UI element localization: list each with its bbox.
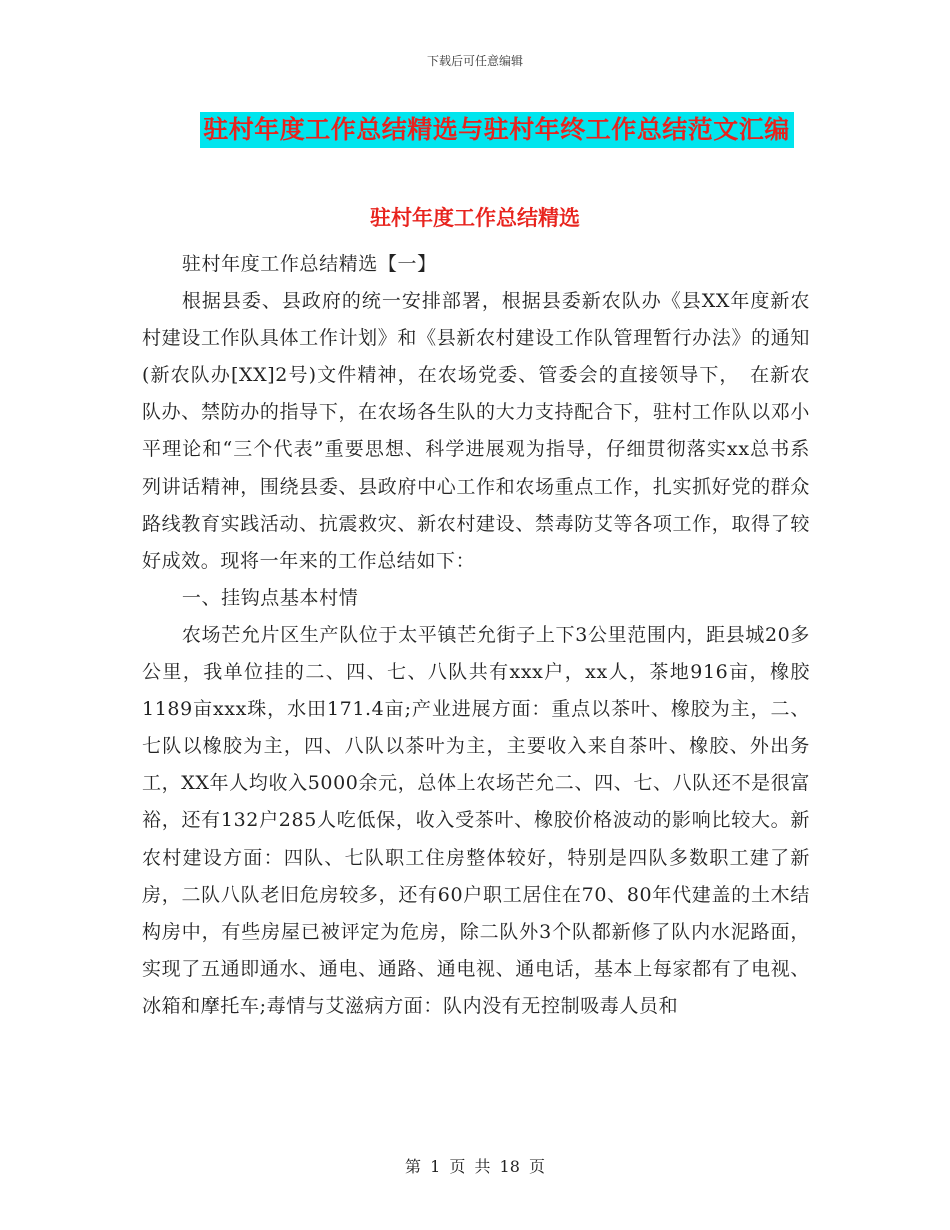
main-title-container bbox=[0, 112, 950, 148]
header-note: 下载后可任意编辑 bbox=[426, 54, 523, 68]
paragraph-heading-one: 驻村年度工作总结精选【一】 bbox=[181, 253, 437, 275]
page-footer: 第 1 页 共 18 页 bbox=[405, 1157, 545, 1176]
paragraph-section-heading: 一、挂钩点基本村情 bbox=[181, 586, 359, 609]
section-title: 驻村年度工作总结精选 bbox=[370, 205, 580, 230]
paragraph-village-info: 农场芒允片区生产队位于太平镇芒允街子上下3公里范围内，距县城20多公里，我单位挂的二、四、七、八队共有xxx户，xx人，茶地916亩，橡胶1189亩xxx珠，水田171.4亩;产业进展方面：重点以茶叶、橡胶为主，二、七队以橡胶为主，四、八队以茶叶为主，主要收入来自茶叶、橡胶、外出务工，XX年人均收入5000余元，总体上农场芒允二、四、七、八队还不是很富裕，还有132户285人吃低保，收入受茶叶、橡胶价格波动的影响比较大。新农村建设方面：四队、七队职工住房整体较好，特别是四队多数职工建了新房，二队八队老旧危房较多，还有60户职工居住在70、80年代建盖的土木结构房中，有些房屋已被评定为危房，除二队外3个队都新修了队内水泥路面，实现了五通即通水、通电、通路、通电视、通电话，基本上每家都有了电视、冰箱和摩托车;毒情与艾滋病方面：队内没有无控制吸毒人员和 bbox=[142, 623, 810, 1017]
main-title: 驻村年度工作总结精选与驻村年终工作总结范文汇编 bbox=[200, 112, 794, 148]
paragraph-intro: 根据县委、县政府的统一安排部署，根据县委新农队办《县XX年度新农村建设工作队具体工作计划》和《县新农村建设工作队管理暂行办法》的通知(新农队办[XX]2号)文件精神，在农场党委、管委会的直接领导下， 在新农队办、禁防办的指导下，在农场各生队的大力支持配合下，驻村工作队以邓小平理论和“三个代表”重要思想、科学进展观为指导，仔细贯彻落实xx总书系列讲话精神，围绕县委、县政府中心工作和农场重点工作，扎实抓好党的群众路线教育实践活动、抗震救灾、新农村建设、禁毒防艾等各项工作，取得了较好成效。现将一年来的工作总结如下： bbox=[142, 290, 810, 572]
document-body bbox=[142, 246, 810, 1025]
